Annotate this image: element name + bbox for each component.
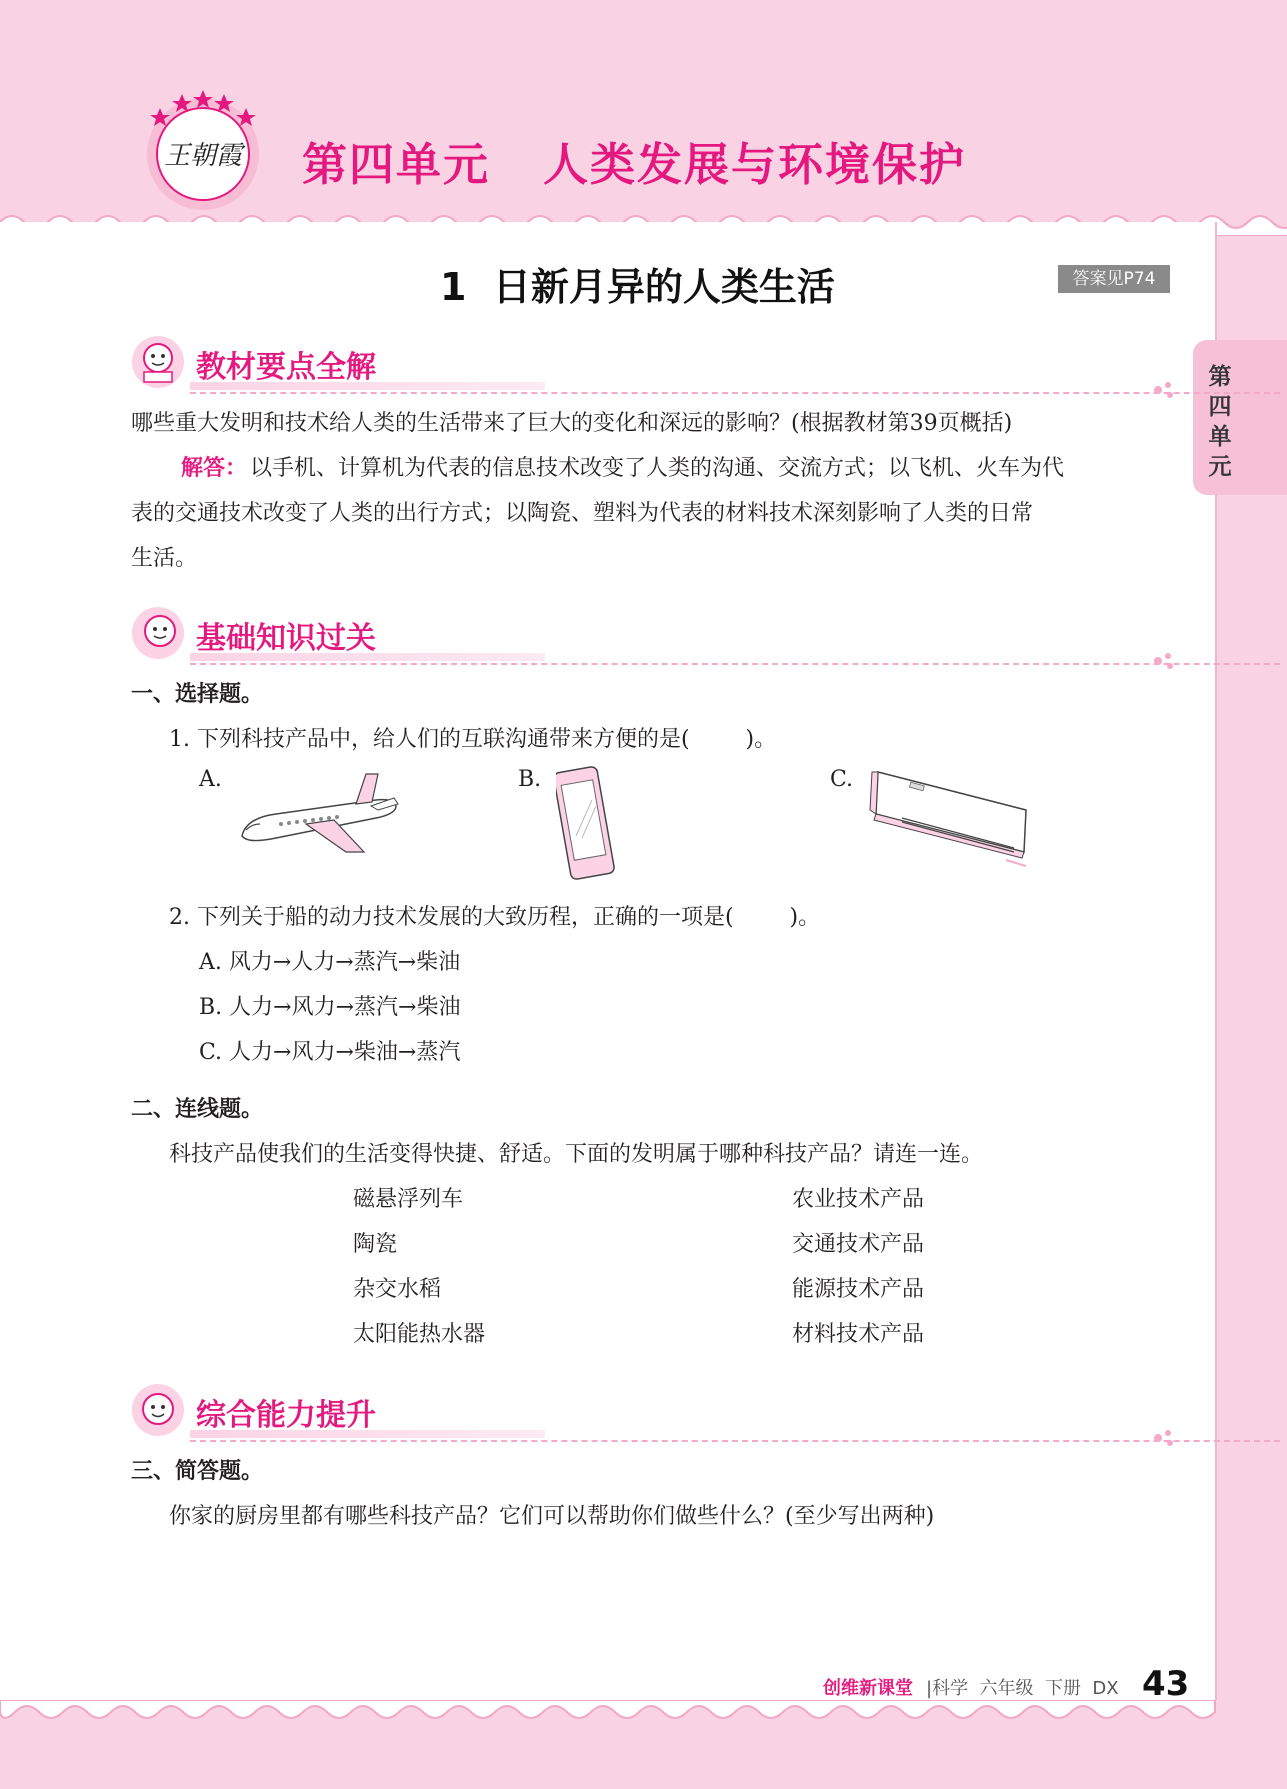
section-divider bbox=[190, 663, 1280, 665]
cartoon-face-icon bbox=[130, 605, 186, 661]
footer-brand: 创维新课堂 bbox=[823, 1678, 913, 1699]
match-right-item: 材料技术产品 bbox=[792, 1322, 925, 1347]
side-tab-label: 第四单元 bbox=[1208, 364, 1232, 480]
q1-option-c: C. bbox=[830, 767, 854, 792]
answer-line-2: 表的交通技术改变了人类的出行方式；以陶瓷、塑料为代表的材料技术深刻影响了人类的日常 bbox=[131, 501, 1034, 526]
section-title: 基础知识过关 bbox=[196, 621, 376, 656]
match-left-item: 陶瓷 bbox=[353, 1232, 398, 1257]
footer-book-info: |科学 六年级 下册 DX bbox=[926, 1678, 1119, 1699]
part3-heading: 三、简答题。 bbox=[131, 1459, 264, 1484]
section-ability bbox=[130, 1382, 1170, 1438]
part3-question: 你家的厨房里都有哪些科技产品？它们可以帮助你们做些什么？(至少写出两种) bbox=[169, 1504, 935, 1529]
section-key-points bbox=[130, 334, 1170, 390]
q2-option-c: C. 人力→风力→柴油→蒸汽 bbox=[199, 1040, 461, 1065]
section-title: 教材要点全解 bbox=[196, 350, 376, 385]
lesson-title: 1 日新月异的人类生活 bbox=[440, 265, 835, 309]
match-left-item: 太阳能热水器 bbox=[353, 1322, 486, 1347]
cartoon-face-icon bbox=[130, 1382, 186, 1438]
section-divider bbox=[190, 1440, 1280, 1442]
key-point-question: 哪些重大发明和技术给人类的生活带来了巨大的变化和深远的影响？(根据教材第39页概括) bbox=[131, 411, 1013, 436]
match-left-item: 磁悬浮列车 bbox=[353, 1187, 464, 1212]
decorative-dots-icon bbox=[1152, 651, 1182, 671]
cartoon-face-icon bbox=[130, 334, 186, 390]
match-right-item: 交通技术产品 bbox=[792, 1232, 925, 1257]
logo-text: 王朝霞 bbox=[163, 141, 243, 171]
page-number: 43 bbox=[1142, 1664, 1190, 1704]
answer-line-1: 以手机、计算机为代表的信息技术改变了人类的沟通、交流方式；以飞机、火车为代 bbox=[250, 456, 1065, 481]
q2-option-b: B. 人力→风力→蒸汽→柴油 bbox=[199, 995, 461, 1020]
q1-stem: 1. 下列科技产品中，给人们的互联沟通带来方便的是( )。 bbox=[169, 727, 777, 752]
match-right-item: 能源技术产品 bbox=[792, 1277, 925, 1302]
match-right-item: 农业技术产品 bbox=[792, 1187, 925, 1212]
decorative-dots-icon bbox=[1152, 1428, 1182, 1448]
section-basic bbox=[130, 605, 1170, 661]
decorative-dots-icon bbox=[1152, 380, 1182, 400]
smartphone-image bbox=[556, 766, 622, 884]
q2-option-a: A. 风力→人力→蒸汽→柴油 bbox=[199, 950, 461, 975]
answer-reference-badge: 答案见P74 bbox=[1058, 265, 1170, 293]
answer-label: 解答： bbox=[181, 456, 248, 481]
part2-instruction: 科技产品使我们的生活变得快捷、舒适。下面的发明属于哪种科技产品？请连一连。 bbox=[169, 1142, 984, 1167]
section-divider bbox=[190, 392, 1280, 394]
q2-stem: 2. 下列关于船的动力技术发展的大致历程，正确的一项是( )。 bbox=[169, 905, 821, 930]
section-title: 综合能力提升 bbox=[196, 1398, 376, 1433]
airplane-image bbox=[236, 766, 401, 858]
unit-title: 第四单元 人类发展与环境保护 bbox=[302, 138, 967, 191]
q1-option-b: B. bbox=[518, 767, 542, 792]
match-left-item: 杂交水稻 bbox=[353, 1277, 442, 1302]
air-conditioner-image bbox=[866, 766, 1034, 876]
bottom-wave-border bbox=[0, 1700, 1287, 1740]
part1-heading: 一、选择题。 bbox=[131, 682, 264, 707]
publisher-logo bbox=[140, 88, 266, 214]
q1-option-a: A. bbox=[199, 767, 222, 792]
answer-line-3: 生活。 bbox=[131, 546, 198, 571]
part2-heading: 二、连线题。 bbox=[131, 1097, 264, 1122]
